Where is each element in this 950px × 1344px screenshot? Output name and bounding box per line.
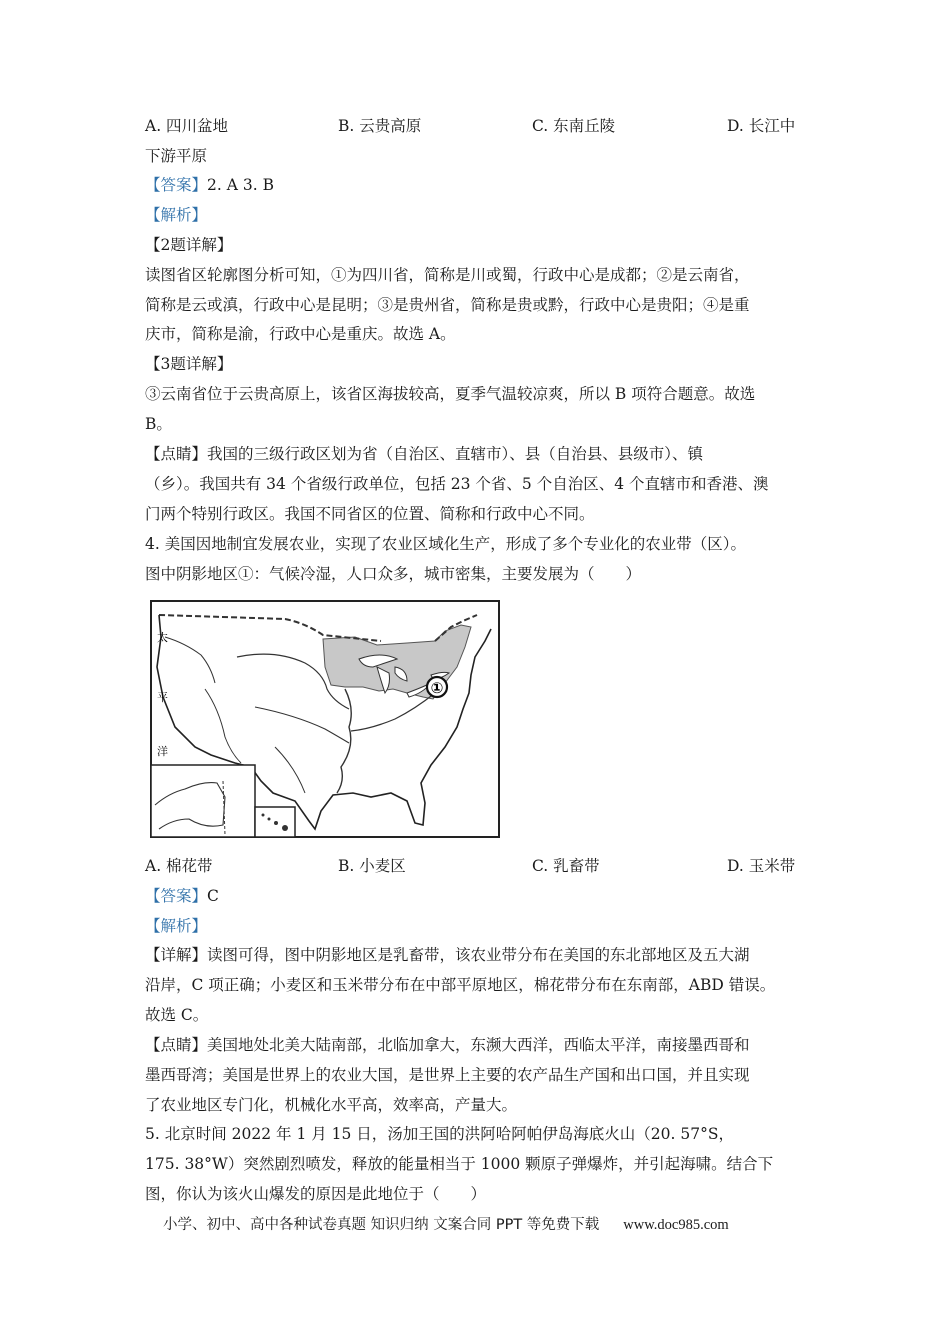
q4-detail-line: 故选 C。 <box>145 1006 209 1024</box>
region-label: ① <box>430 679 444 697</box>
ocean-label-2: 平 <box>157 691 168 704</box>
q4-analysis-label: 【解析】 <box>145 917 208 935</box>
q5-stem-line: 175. 38°W）突然剧烈喷发，释放的能量相当于 1000 颗原子弹爆炸，并引起海啸。结合下 <box>145 1155 774 1173</box>
q4-stem-line: 图中阴影地区①：气候冷湿，人口众多，城市密集，主要发展为（ ） <box>145 565 642 583</box>
option-d: D. 长江中 <box>727 117 796 135</box>
option-a: A. 四川盆地 <box>145 117 229 135</box>
q2-detail-line: 读图省区轮廓图分析可知，①为四川省，简称是川或蜀，行政中心是成都；②是云南省， <box>145 266 750 284</box>
q4-answer-text: C <box>207 887 219 905</box>
ocean-label-1: 太 <box>157 631 168 644</box>
alaska-inset <box>151 765 255 837</box>
q4-tip-line: 了农业地区专门化，机械化水平高，效率高，产量大。 <box>145 1096 518 1114</box>
q4-detail-line <box>145 944 750 966</box>
q4-tip-label: 【点睛】 <box>145 1036 208 1054</box>
answer-line <box>145 174 274 196</box>
q4-option-d: D. 玉米带 <box>727 857 796 875</box>
tip-text: 我国的三级行政区划为省（自治区、直辖市）、县（自治县、县级市）、镇 <box>207 445 704 463</box>
q3-detail-label: 【3题详解】 <box>145 355 233 373</box>
q4-option-b: B. 小麦区 <box>338 857 406 875</box>
q4-option-c: C. 乳畜带 <box>532 857 600 875</box>
q5-stem-line: 图，你认为该火山爆发的原因是此地位于（ ） <box>145 1185 487 1203</box>
q4-tip-line: 墨西哥湾；美国是世界上的农业大国，是世界上主要的农产品生产国和出口国，并且实现 <box>145 1066 750 1084</box>
hawaii-island <box>282 825 288 831</box>
hawaii-island <box>262 814 265 817</box>
q2-detail-line: 简称是云或滇，行政中心是昆明；③是贵州省，简称是贵或黔，行政中心是贵阳；④是重 <box>145 296 750 314</box>
tip-label: 【点睛】 <box>145 445 208 463</box>
tip-line: （乡）。我国共有 34 个省级行政单位，包括 23 个省、5 个自治区、4 个直辖市和香港、澳 <box>145 475 769 493</box>
q4-answer-label: 【答案】 <box>145 887 208 905</box>
q4-detail-line: 沿岸，C 项正确；小麦区和玉米带分布在中部平原地区，棉花带分布在东南部，ABD 错误。 <box>145 976 776 994</box>
option-b: B. 云贵高原 <box>338 117 422 135</box>
footer-text: 小学、初中、高中各种试卷真题 知识归纳 文案合同 PPT 等免费下载 <box>163 1217 600 1233</box>
q5-stem-line: 5. 北京时间 2022 年 1 月 15 日，汤加王国的洪阿哈阿帕伊岛海底火山（20. 57°S， <box>145 1125 734 1143</box>
q3-detail-line: ③云南省位于云贵高原上，该省区海拔较高，夏季气温较凉爽，所以 B 项符合题意。故选 <box>145 385 756 403</box>
hawaii-island <box>274 821 278 825</box>
q4-detail-label: 【详解】 <box>145 946 208 964</box>
option-d-continuation: 下游平原 <box>145 147 208 165</box>
answer-label: 【答案】 <box>145 176 208 194</box>
q3-detail-line: B。 <box>145 415 172 433</box>
analysis-label: 【解析】 <box>145 206 208 224</box>
tip-line <box>145 443 703 465</box>
usa-agriculture-map <box>145 597 505 841</box>
q4-detail-text: 读图可得，图中阴影地区是乳畜带，该农业带分布在美国的东北部地区及五大湖 <box>207 946 750 964</box>
ocean-label-3: 洋 <box>157 745 168 758</box>
q2-detail-label: 【2题详解】 <box>145 236 233 254</box>
hawaii-island <box>268 818 271 821</box>
option-c: C. 东南丘陵 <box>532 117 616 135</box>
q4-tip-text: 美国地处北美大陆南部，北临加拿大，东濒大西洋，西临太平洋，南接墨西哥和 <box>207 1036 750 1054</box>
q4-option-a: A. 棉花带 <box>145 857 213 875</box>
page-footer <box>163 1213 729 1234</box>
q4-tip-line <box>145 1034 750 1056</box>
tip-line: 门两个特别行政区。我国不同省区的位置、简称和行政中心不同。 <box>145 505 595 523</box>
answer-text: 2. A 3. B <box>207 176 274 194</box>
footer-url[interactable]: www.doc985.com <box>623 1217 729 1233</box>
q4-answer-line <box>145 885 219 907</box>
q4-stem-line: 4. 美国因地制宜发展农业，实现了农业区域化生产，形成了多个专业化的农业带（区）。 <box>145 535 746 553</box>
q2-detail-line: 庆市，简称是渝，行政中心是重庆。故选 A。 <box>145 325 456 343</box>
